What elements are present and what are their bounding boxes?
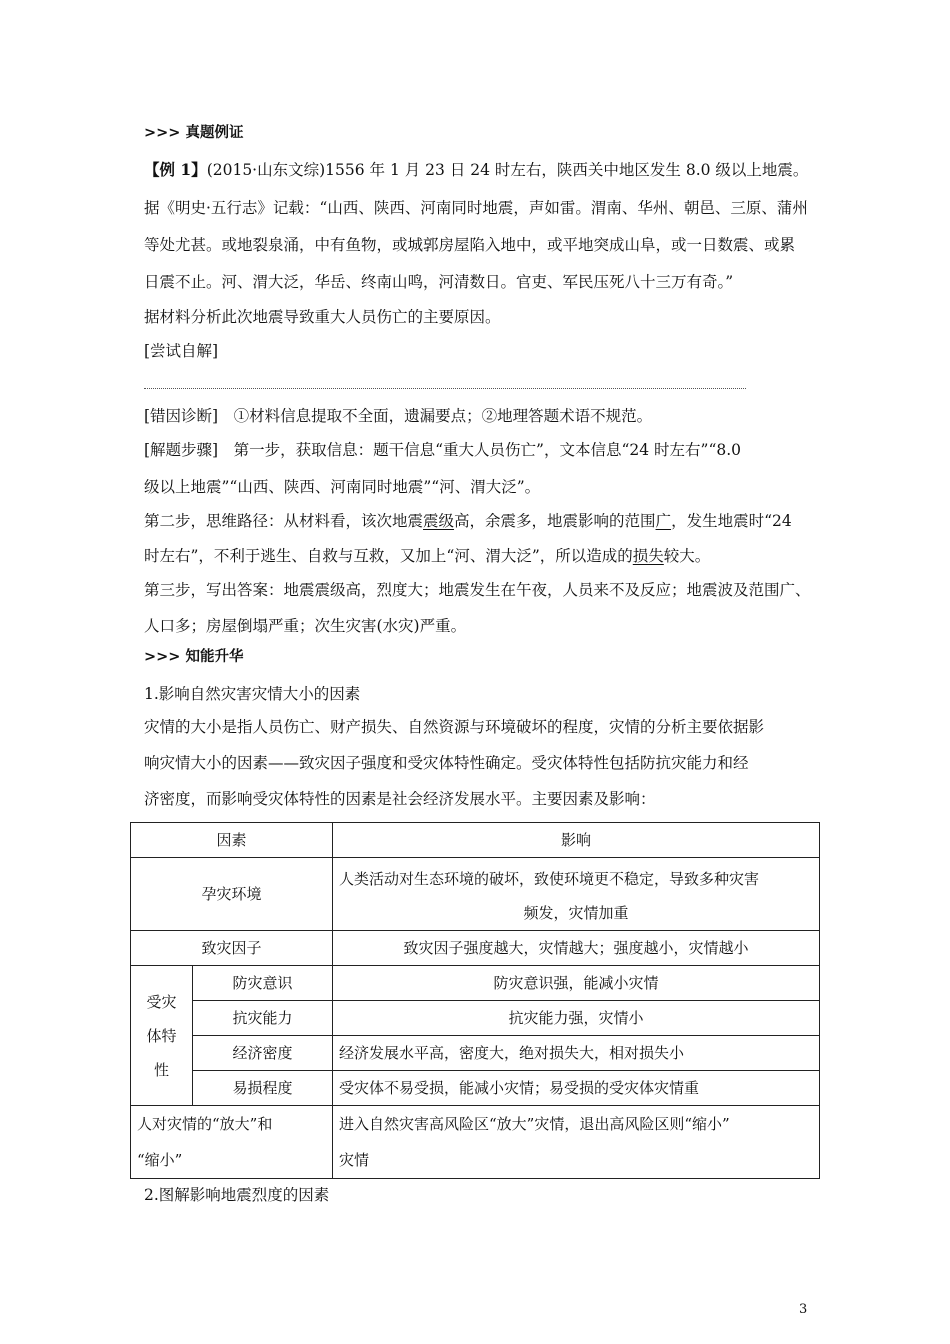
header-impact: 影响 [333, 823, 820, 858]
section-heading-example: >>> 真题例证 [144, 125, 244, 141]
factors-table [130, 822, 820, 1179]
factor-human-line-2: “缩小” [137, 1151, 183, 1169]
table-row [131, 858, 820, 931]
step-three-line-1: 第三步，写出答案：地震震级高，烈度大；地震发生在午夜，人员来不及反应；地震波及范围广、 [144, 581, 811, 599]
solution-steps-line-2: 级以上地震”“山西、陕西、河南同时地震”“河、渭大泛”。 [144, 478, 541, 496]
example-line-3: 等处尤甚。或地裂泉涌，中有鱼物，或城郭房屋陷入地中，或平地突成山阜，或一日数震、或累 [144, 236, 796, 254]
step-two-line-1 [144, 511, 792, 531]
example-question: 据材料分析此次地震导致重大人员伤亡的主要原因。 [144, 308, 501, 326]
impact-human-line-1: 进入自然灾害高风险区“放大”灾情，退出高风险区则“缩小” [339, 1115, 730, 1133]
step-three-line-2: 人口多；房屋倒塌严重；次生灾害(水灾)严重。 [144, 617, 467, 635]
knowledge-para-line-3: 济密度，而影响受灾体特性的因素是社会经济发展水平。主要因素及影响： [144, 790, 656, 808]
step-two-text-b: 高，余震多，地震影响的范围 [454, 512, 656, 530]
knowledge-title-1: 1.影响自然灾害灾情大小的因素 [144, 685, 361, 703]
example-line-1 [144, 160, 808, 180]
impact-human-line-2: 灾情 [339, 1151, 370, 1169]
underlined-magnitude: 震级 [423, 512, 455, 530]
step-two-line-2 [144, 546, 710, 566]
impact-environment [333, 858, 820, 931]
impact-economic-density: 经济发展水平高，密度大，绝对损失大，相对损失小 [333, 1036, 820, 1071]
error-diagnosis: [错因诊断] ①材料信息提取不全面，遗漏要点；②地理答题术语不规范。 [144, 407, 653, 425]
knowledge-title-2: 2.图解影响地震烈度的因素 [144, 1186, 330, 1204]
impact-hazard: 致灾因子强度越大，灾情越大；强度越小，灾情越小 [333, 931, 820, 966]
example-line-4: 日震不止。河、渭大泛，华岳、终南山鸣，河清数日。官吏、军民压死八十三万有奇。” [144, 273, 734, 291]
knowledge-para-line-2: 响灾情大小的因素——致灾因子强度和受灾体特性确定。受灾体特性包括防抗灾能力和经 [144, 754, 749, 772]
try-self-label: [尝试自解] [144, 342, 219, 360]
table-row [131, 1036, 820, 1071]
example-source-text: (2015·山东文综)1556 年 1 月 23 日 24 时左右，陕西关中地区发生 8.0 级以上地震。 [206, 161, 809, 179]
group-label-2: 体特 [146, 1026, 177, 1045]
knowledge-para-line-1: 灾情的大小是指人员伤亡、财产损失、自然资源与环境破坏的程度，灾情的分析主要依据影 [144, 718, 765, 736]
factor-human-line-1: 人对灾情的“放大”和 [137, 1115, 273, 1133]
factor-economic-density: 经济密度 [193, 1036, 333, 1071]
factor-vulnerability: 易损程度 [193, 1071, 333, 1106]
solution-steps-line-1: [解题步骤] 第一步，获取信息：题干信息“重大人员伤亡”，文本信息“24 时左右”“8.0 [144, 441, 742, 459]
answer-dotted-line [144, 388, 746, 389]
section-heading-upgrade: >>> 知能升华 [144, 649, 244, 665]
factor-hazard: 致灾因子 [131, 931, 333, 966]
table-row [131, 823, 820, 858]
factor-prevention-awareness: 防灾意识 [193, 966, 333, 1001]
group-label-3: 性 [153, 1060, 169, 1079]
impact-vulnerability: 受灾体不易受损，能减小灾情；易受损的受灾体灾情重 [333, 1071, 820, 1106]
group-label-1: 受灾 [146, 992, 177, 1011]
impact-environment-line-2: 频发，灾情加重 [523, 903, 629, 922]
group-exposure-traits [131, 966, 193, 1106]
step-two-text-d: 时左右”，不利于逃生、自救与互救，又加上“河、渭大泛”，所以造成的 [144, 547, 633, 565]
table-row [131, 931, 820, 966]
page-number: 3 [799, 1302, 808, 1317]
step-two-text-a: 第二步，思维路径：从材料看，该次地震 [144, 512, 424, 530]
step-two-text-c: ，发生地震时“24 [671, 512, 792, 530]
underlined-loss: 损失 [632, 547, 664, 565]
table-row [131, 1001, 820, 1036]
factor-human-role [131, 1106, 333, 1179]
step-two-text-e: 较大。 [663, 547, 711, 565]
table-row [131, 1106, 820, 1179]
example-label: 【例 1】 [144, 160, 207, 179]
impact-environment-line-1: 人类活动对生态环境的破坏，致使环境更不稳定，导致多种灾害 [339, 869, 760, 888]
underlined-wide: 广 [655, 512, 672, 530]
example-line-2: 据《明史·五行志》记载：“山西、陕西、河南同时地震，声如雷。渭南、华州、朝邑、三原、蒲州 [144, 199, 808, 217]
table-row [131, 966, 820, 1001]
impact-resistance: 抗灾能力强，灾情小 [333, 1001, 820, 1036]
table-row [131, 1071, 820, 1106]
impact-human-role [333, 1106, 820, 1179]
impact-prevention-awareness: 防灾意识强，能减小灾情 [333, 966, 820, 1001]
factor-environment: 孕灾环境 [131, 858, 333, 931]
header-factor: 因素 [131, 823, 333, 858]
factor-resistance: 抗灾能力 [193, 1001, 333, 1036]
